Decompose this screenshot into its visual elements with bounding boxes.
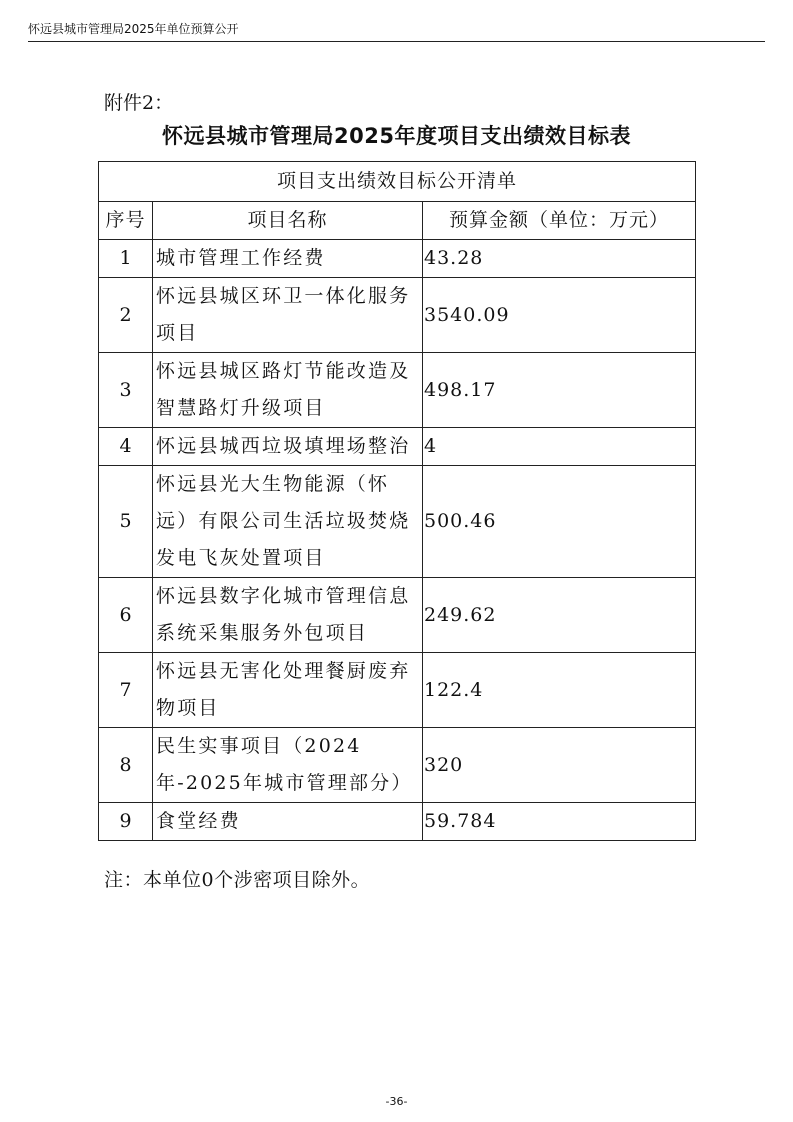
row-budget-amount: 122.4 xyxy=(423,653,696,728)
table-row xyxy=(99,728,696,803)
table-row xyxy=(99,353,696,428)
row-budget-amount: 320 xyxy=(423,728,696,803)
table-row xyxy=(99,428,696,466)
header-rule xyxy=(28,41,765,42)
budget-table xyxy=(98,161,696,841)
row-project-name: 怀远县光大生物能源（怀远）有限公司生活垃圾焚烧发电飞灰处置项目 xyxy=(153,466,423,578)
row-index: 7 xyxy=(99,653,153,728)
header-project-name: 项目名称 xyxy=(153,202,423,240)
header-budget-amount: 预算金额（单位：万元） xyxy=(423,202,696,240)
running-header: 怀远县城市管理局2025年单位预算公开 xyxy=(28,22,239,36)
header-index: 序号 xyxy=(99,202,153,240)
row-index: 3 xyxy=(99,353,153,428)
row-project-name: 怀远县城区路灯节能改造及智慧路灯升级项目 xyxy=(153,353,423,428)
table-row xyxy=(99,278,696,353)
row-project-name: 食堂经费 xyxy=(153,803,423,841)
row-index: 8 xyxy=(99,728,153,803)
table-row xyxy=(99,803,696,841)
row-budget-amount: 59.784 xyxy=(423,803,696,841)
document-title: 怀远县城市管理局2025年度项目支出绩效目标表 xyxy=(162,124,631,148)
row-budget-amount: 3540.09 xyxy=(423,278,696,353)
row-project-name: 怀远县数字化城市管理信息系统采集服务外包项目 xyxy=(153,578,423,653)
row-index: 5 xyxy=(99,466,153,578)
row-budget-amount: 500.46 xyxy=(423,466,696,578)
row-project-name: 怀远县无害化处理餐厨废弃物项目 xyxy=(153,653,423,728)
page-number: -36- xyxy=(385,1095,408,1108)
table-caption: 项目支出绩效目标公开清单 xyxy=(99,162,696,202)
attachment-label: 附件2： xyxy=(104,92,174,114)
footnote: 注：本单位0个涉密项目除外。 xyxy=(104,869,371,891)
table-caption-row xyxy=(99,162,696,202)
row-budget-amount: 249.62 xyxy=(423,578,696,653)
row-index: 2 xyxy=(99,278,153,353)
table-row xyxy=(99,653,696,728)
row-budget-amount: 4 xyxy=(423,428,696,466)
row-index: 1 xyxy=(99,240,153,278)
table-row xyxy=(99,466,696,578)
row-project-name: 怀远县城区环卫一体化服务项目 xyxy=(153,278,423,353)
table-row xyxy=(99,578,696,653)
table-header-row xyxy=(99,202,696,240)
table-row xyxy=(99,240,696,278)
row-project-name: 民生实事项目（2024年-2025年城市管理部分） xyxy=(153,728,423,803)
row-index: 4 xyxy=(99,428,153,466)
row-project-name: 怀远县城西垃圾填埋场整治 xyxy=(153,428,423,466)
row-project-name: 城市管理工作经费 xyxy=(153,240,423,278)
row-index: 6 xyxy=(99,578,153,653)
row-budget-amount: 43.28 xyxy=(423,240,696,278)
row-budget-amount: 498.17 xyxy=(423,353,696,428)
row-index: 9 xyxy=(99,803,153,841)
